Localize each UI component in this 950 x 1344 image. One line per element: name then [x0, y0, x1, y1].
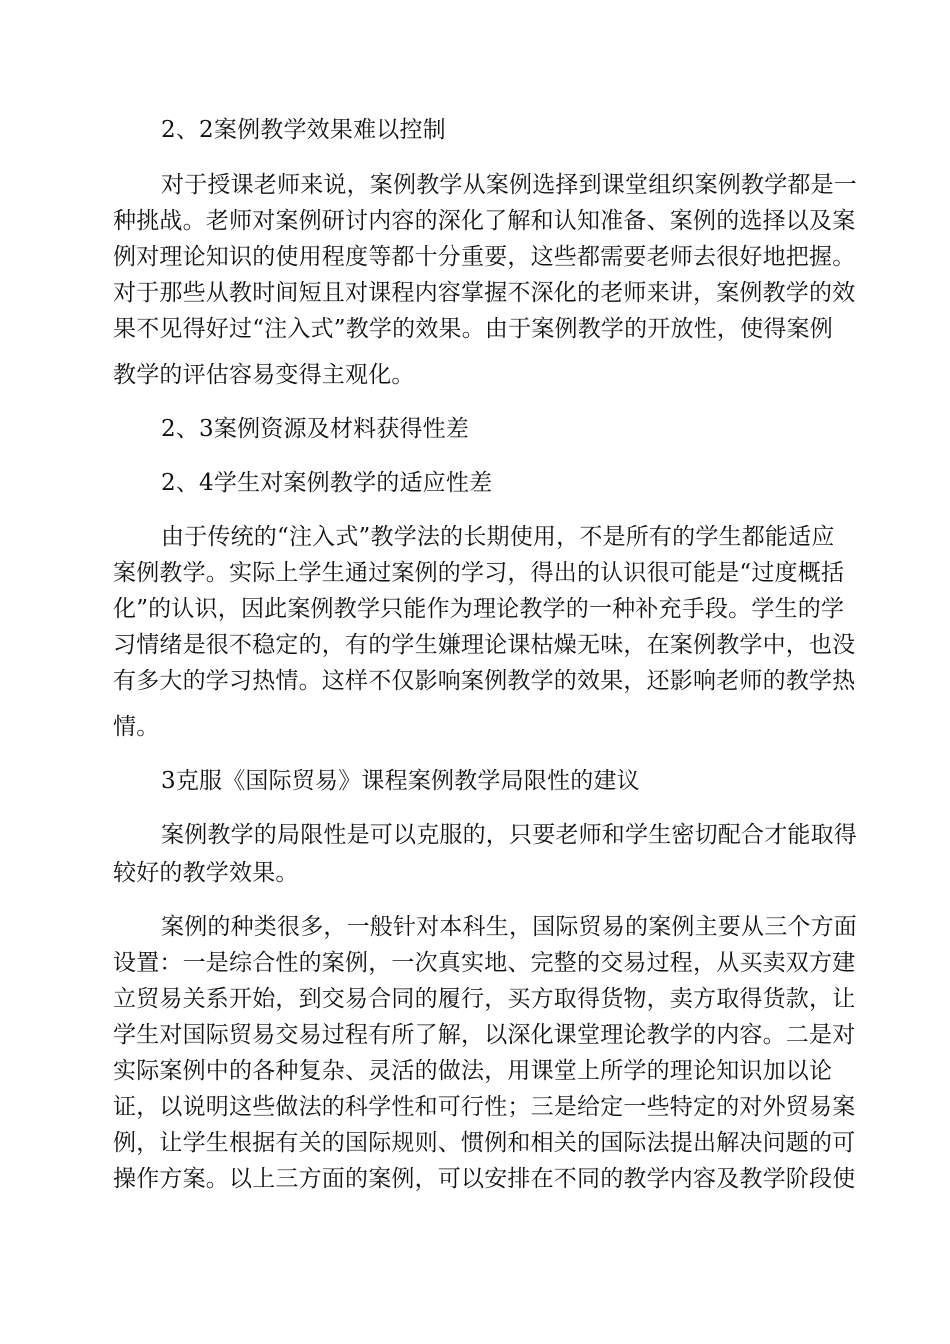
paragraph-line: 立贸易关系开始，到交易合同的履行，买方取得货物，卖方取得货款，让: [113, 986, 856, 1012]
paragraph-line: 情。: [113, 714, 160, 740]
paragraph-line: 对于授课老师来说，案例教学从案例选择到课堂组织案例教学都是一: [161, 172, 857, 198]
paragraph-line: 教学的评估容易变得主观化。: [113, 362, 415, 388]
paragraph-line: 种挑战。老师对案例研讨内容的深化了解和认知准备、案例的选择以及案: [113, 208, 856, 234]
paragraph-line: 由于传统的“注入式”教学法的长期使用，不是所有的学生都能适应: [161, 524, 835, 550]
paragraph-line: 习情绪是很不稳定的，有的学生嫌理论课枯燥无味，在案例教学中，也没: [113, 632, 856, 658]
paragraph-line: 例对理论知识的使用程度等都十分重要，这些都需要老师去很好地把握。: [113, 244, 856, 270]
paragraph-line: 操作方案。以上三方面的案例，可以安排在不同的教学内容及教学阶段使: [113, 1166, 856, 1192]
paragraph-line: 学生对国际贸易交易过程有所了解，以深化课堂理论教学的内容。二是对: [113, 1022, 856, 1048]
paragraph-line: 较好的教学效果。: [113, 860, 299, 886]
paragraph-line: 案例教学。实际上学生通过案例的学习，得出的认识很可能是“过度概括: [113, 560, 845, 586]
paragraph-line: 有多大的学习热情。这样不仅影响案例教学的效果，还影响老师的教学热: [113, 668, 856, 694]
heading-text: 2、3案例资源及材料获得性差: [161, 416, 470, 442]
paragraph-line: 对于那些从教时间短且对课程内容掌握不深化的老师来讲，案例教学的效: [113, 280, 856, 306]
paragraph-line: 例，让学生根据有关的国际规则、惯例和相关的国际法提出解决问题的可: [113, 1130, 856, 1156]
paragraph-line: 实际案例中的各种复杂、灵活的做法，用课堂上所学的理论知识加以论: [113, 1058, 833, 1084]
paragraph-line: 案例的种类很多，一般针对本科生，国际贸易的案例主要从三个方面: [161, 914, 857, 940]
heading-text: 2、2案例教学效果难以控制: [161, 117, 446, 143]
paragraph-line: 化”的认识，因此案例教学只能作为理论教学的一种补充手段。学生的学: [113, 596, 845, 622]
paragraph-line: 设置：一是综合性的案例，一次真实地、完整的交易过程，从买卖双方建: [113, 950, 856, 976]
heading-text: 2、4学生对案例教学的适应性差: [161, 470, 493, 496]
paragraph-line: 果不见得好过“注入式”教学的效果。由于案例教学的开放性，使得案例: [113, 316, 833, 342]
paragraph-line: 案例教学的局限性是可以克服的，只要老师和学生密切配合才能取得: [161, 822, 857, 848]
paragraph-line: 证，以说明这些做法的科学性和可行性；三是给定一些特定的对外贸易案: [113, 1094, 856, 1120]
heading-text: 3克服《国际贸易》课程案例教学局限性的建议: [161, 768, 640, 794]
